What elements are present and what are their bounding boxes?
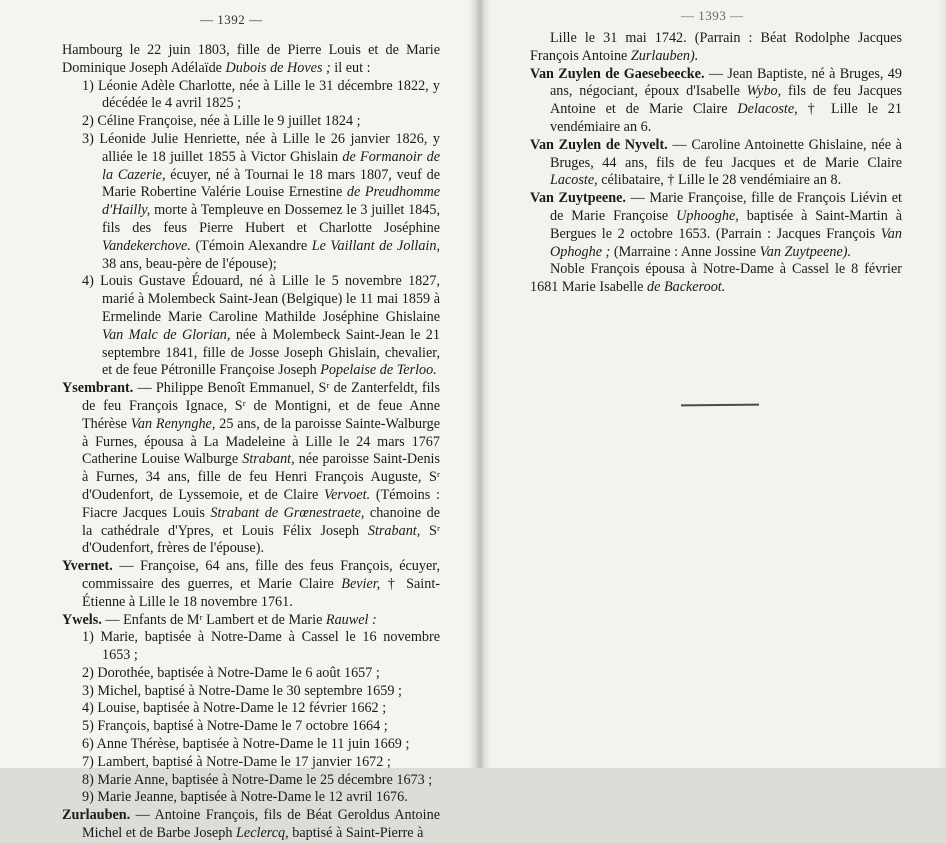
child-entry: 2) Dorothée, baptisée à Notre-Dame le 6 août 1657 ; [82,664,380,681]
surname-heading: Yvernet. [62,558,113,575]
child-entry: 8) Marie Anne, baptisée à Notre-Dame le 25 décembre 1673 ; [82,771,433,788]
left-page-number: — 1392 — [200,12,263,27]
child-entry: 1) Marie, baptisée à Notre-Dame à Cassel le 16 novembre 1653 ; [82,629,440,664]
entry-zurlauben: Zurlauben. — Antoine François, fils de Béat Geroldus Antoine Michel et de Barbe Joseph Leclercq, baptisé à Saint-Pierre à [62,807,440,842]
child-entry-2: 2) Céline Françoise, née à Lille le 9 juillet 1824 ; [82,113,361,130]
child-entry: 4) Louise, baptisée à Notre-Dame le 12 février 1662 ; [82,700,387,717]
entry-van-zuylen-de-nyvelt: Van Zuylen de Nyvelt. — Caroline Antoinette Ghislaine, née à Bruges, 44 ans, fils de feu Jacques et de Marie Claire Lacoste, célibataire, † Lille le 28 vendémiaire an 8. [530,136,902,189]
surname-heading: Ysembrant. [62,380,134,397]
entry-noble-francois: Noble François épousa à Notre-Dame à Cassel le 8 février 1681 Marie Isabelle de Backeroot. [530,261,902,296]
surname-heading: Zurlauben. [62,807,131,824]
surname-heading: Ywels. [62,611,102,628]
entry-continuation: Lille le 31 mai 1742. (Parrain : Béat Rodolphe Jacques François Antoine Zurlauben). [530,30,902,64]
book-gutter-shadow [468,0,490,768]
entry-continuation: Hambourg le 22 juin 1803, fille de Pierre Louis et de Marie Dominique Joseph Adélaïde Dubois de Hoves ; il eut : [62,42,440,76]
entry-van-zuytpeene: Van Zuytpeene. — Marie Françoise, fille de François Liévin et de Marie Françoise Uphooghe, baptisée à Saint-Martin à Bergues le 2 octobre 1653. (Parrain : Jacques François Van Ophoghe ; (Marraine : Anne Jossine Van Zuytpeene). [530,190,902,260]
entry-ysembrant: Ysembrant. — Philippe Benoît Emmanuel, Sʳ de Zanterfeldt, fils de feu François Ignace, Sʳ de Montigni, et de feue Anne Thérèse Van Renynghe, 25 ans, de la paroisse Sainte-Walburge à Furnes, épousa à La Madeleine à Lille le 24 mars 1767 Catherine Louise Walburge Strabant, née paroisse Saint-Denis à Furnes, 34 ans, fille de feu Henri François Auguste, Sʳ d'Oudenfort, de Lyssemoie, et de Claire Vervoet. (Témoins : Fiacre Jacques Louis Strabant de Grœnestraete, chanoine de la cathédrale d'Ypres, et Louis Félix Joseph Strabant, Sʳ d'Oudenfort, frères de l'épouse). [62,380,441,557]
right-page-text [530,30,902,297]
child-entry-1: 1) Léonie Adèle Charlotte, née à Lille le 31 décembre 1822, y décédée le 4 avril 1825 ; [82,77,440,112]
child-entry: 9) Marie Jeanne, baptisée à Notre-Dame le 12 avril 1676. [82,789,408,806]
child-entry-3: 3) Léonide Julie Henriette, née à Lille le 26 janvier 1826, y alliée le 18 juillet 1855 à Victor Ghislain de Formanoir de la Cazerie, écuyer, né à Tournai le 18 mars 1807, veuf de Marie Robertine Valérie Louise Ernestine de Preudhomme d'Hailly, morte à Templeuve en Dossemez le 3 juillet 1845, fils des feus Pierre Hubert et Charlotte Joséphine Vandekerchove. (Témoin Alexandre Le Vaillant de Jollain, 38 ans, beau-père de l'épouse); [82,130,441,272]
child-entry: 7) Lambert, baptisé à Notre-Dame le 17 janvier 1672 ; [82,753,391,770]
surname-heading: Van Zuylen de Gaesebeecke. [530,65,705,82]
entry-van-zuylen-de-gaesebeecke: Van Zuylen de Gaesebeecke. — Jean Baptiste, né à Bruges, 49 ans, négociant, époux d'Isabelle Wybo, fils de feu Jacques Antoine et de Marie Claire Delacoste, † Lille le 21 vendémiaire an 6. [530,65,902,135]
left-page-text [62,42,440,843]
child-entry: 3) Michel, baptisé à Notre-Dame le 30 septembre 1659 ; [82,682,402,699]
child-entry-4: 4) Louis Gustave Édouard, né à Lille le 5 novembre 1827, marié à Molembeck Saint-Jean (Belgique) le 11 mai 1859 à Ermelinde Marie Caroline Mathilde Joséphine Ghislaine Van Malc de Glorian, née à Molembeck Saint-Jean le 21 septembre 1841, fille de Josse Joseph Ghislain, chevalier, et de feue Pétronille Françoise Joseph Popelaise de Terloo. [82,273,440,379]
entry-ywels: Ywels. — Enfants de Mʳ Lambert et de Marie Rauwel : [62,611,377,628]
surname-heading: Van Zuytpeene. [530,190,626,207]
child-entry: 5) François, baptisé à Notre-Dame le 7 octobre 1664 ; [82,718,388,735]
page-edge-shadow [938,0,946,768]
surname-heading: Van Zuylen de Nyvelt. [530,136,668,153]
right-page-number: — 1393 — [681,8,744,23]
end-rule-divider [681,404,759,407]
entry-yvernet: Yvernet. — Françoise, 64 ans, fille des feus François, écuyer, commissaire des guerres, et Marie Claire Bevier, † Saint-Étienne à Lille le 18 novembre 1761. [62,558,441,610]
right-page [476,0,946,768]
child-entry: 6) Anne Thérèse, baptisée à Notre-Dame le 11 juin 1669 ; [82,736,410,753]
